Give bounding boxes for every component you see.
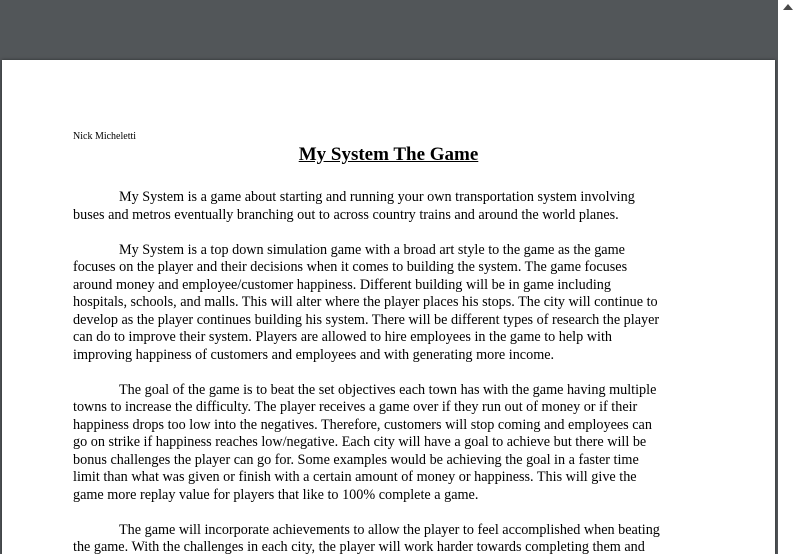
paragraph-3: The goal of the game is to beat the set objectives each town has with the game having multiple towns to increase the difficulty. The player receives a game over if they run out of money or if their happiness drops too low into the negatives. Therefore, customers will stop coming and employees can go on strike if happiness reaches low/negative. Each city will have a goal to achieve but there will be bonus challenges the player can go for. Some examples would be achieving the goal in a faster time limit than what was given or finish with a certain amount of money or happiness. This will give the game more replay value for players that like to 100% complete a game.: [73, 381, 657, 503]
paragraph-4: The game will incorporate achievements to allow the player to feel accomplished when beating the game. With the challenges in each city, the player will work harder towards completing them and: [73, 521, 660, 554]
vertical-scrollbar[interactable]: [778, 0, 800, 554]
scroll-up-arrow-icon[interactable]: [783, 4, 793, 10]
document-title: My System The Game: [298, 144, 479, 165]
paragraph-2: My System is a top down simulation game with a broad art style to the game as the game focuses on the player and their decisions when it comes to building the system. The game focuses around money and employee/customer happiness. Different building will be in game including hospitals, schools, and malls. This will alter where the player places his stops. The city will continue to develop as the player continues building his system. There will be different types of research the player can do to improve their system. Players are allowed to hire employees in the game to help with improving happiness of customers and employees and with generating more income.: [73, 241, 660, 363]
document-body: [73, 189, 709, 554]
paragraph-1: My System is a game about starting and running your own transportation system involving buses and metros eventually branching out to across country trains and around the world planes.: [73, 189, 635, 223]
author-name: Nick Micheletti: [73, 131, 137, 142]
document-page: [2, 60, 775, 554]
